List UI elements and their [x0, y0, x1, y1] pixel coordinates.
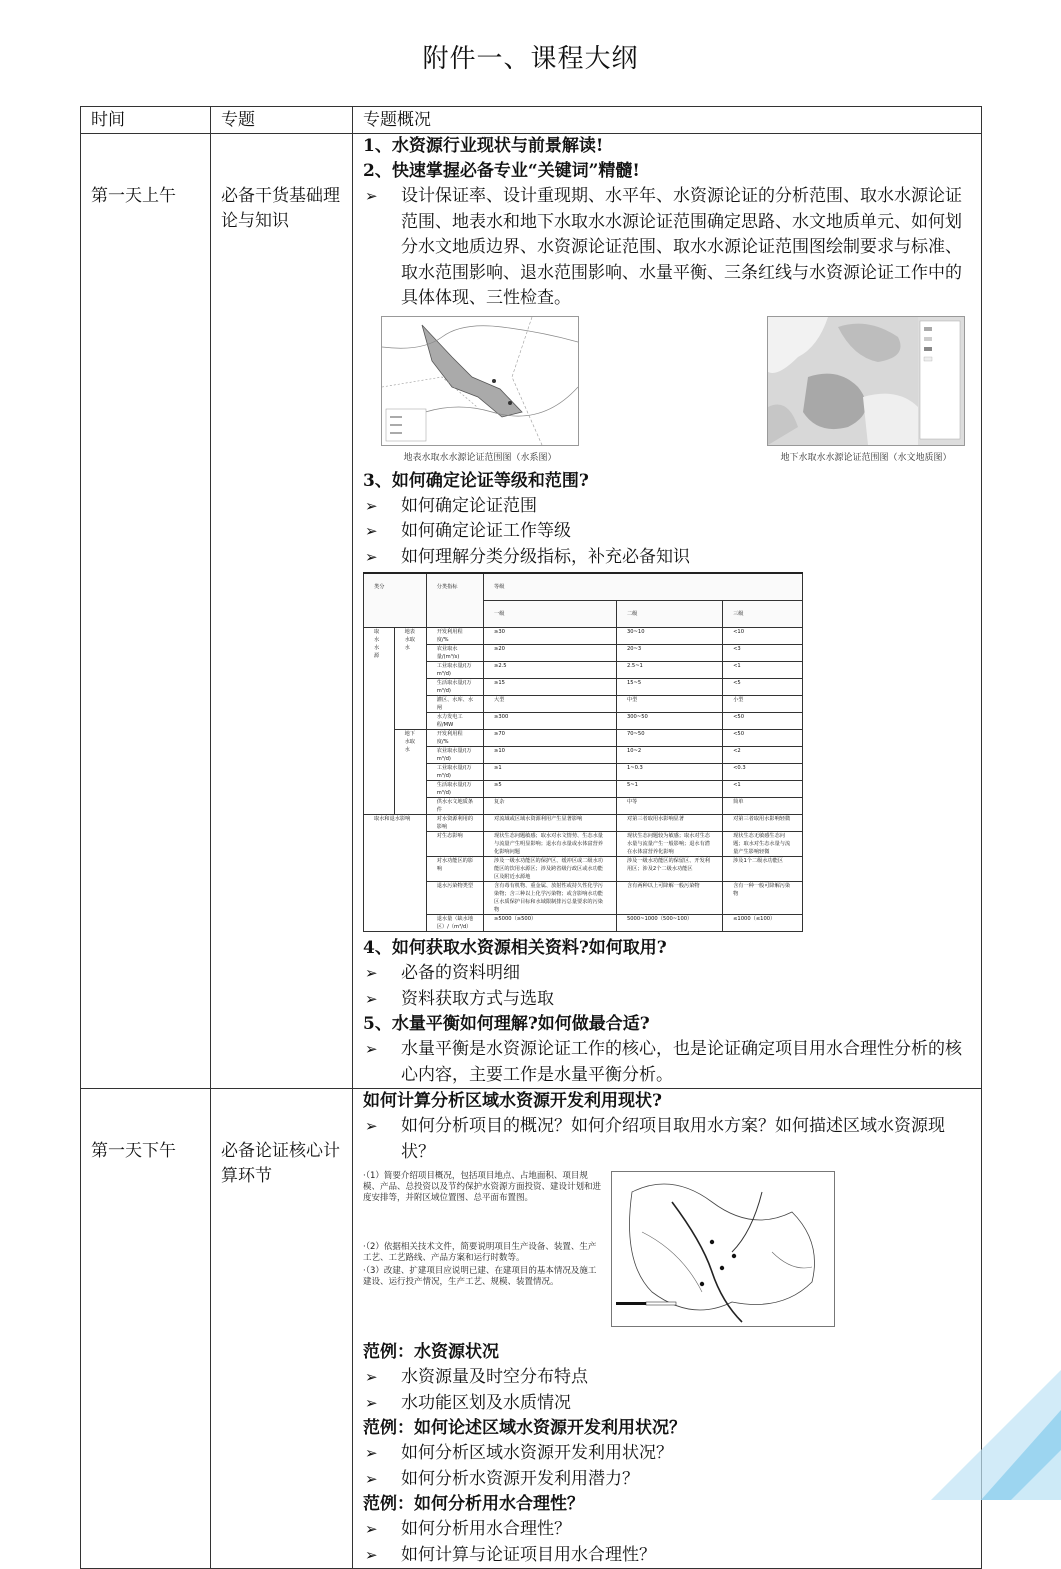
list-item-text: 如何分析用水合理性？: [401, 1519, 571, 1539]
table-row: [364, 915, 803, 932]
table-cell: <1: [723, 781, 803, 798]
table-row: [364, 764, 803, 781]
table-row: [364, 713, 803, 730]
table-cell: 现状生态无敏感生态问题；取水对生态水量与流量产生影响轻微: [723, 832, 803, 857]
table-row: [364, 832, 803, 857]
table-row: [81, 134, 982, 1089]
section-heading: 范例：如何分析用水合理性？: [363, 1494, 584, 1514]
section-heading: 范例：如何论述区域水资源开发利用状况？: [363, 1418, 686, 1438]
bullet-arrow-icon: ➢: [365, 1393, 378, 1412]
table-row: [364, 696, 803, 713]
table-cell: 现状生态问题敏感；取水对水文情势、生态水量与流量产生明显影响；退水有水量或水体富营养化影响问题: [484, 832, 617, 857]
col-header: 等级: [484, 573, 803, 601]
section-heading: 范例：水资源状况: [363, 1342, 499, 1362]
bullet-arrow-icon: ➢: [365, 496, 378, 515]
list-item-text: 如何计算与论证项目用水合理性？: [401, 1544, 656, 1565]
table-cell: 大型: [484, 696, 617, 713]
table-cell: 复杂: [484, 798, 617, 815]
session-topic: 必备论证核心计算环节: [221, 1141, 340, 1186]
bullet-arrow-icon: ➢: [365, 1117, 378, 1135]
table-cell: 供水水文地质条件: [426, 798, 483, 815]
table-cell: 工业取水量/(万m³/d): [426, 662, 483, 679]
table-cell: 含有毒有机物、重金属、放射性或持久性化学污染物；含三种以上化学污染物；或含影响水功能区水质保护目标和水域限制排污总量要求的污染物: [484, 882, 617, 915]
table-cell: 开发利用程度/%: [426, 730, 483, 747]
table-cell: ≥5000（≥500）: [484, 915, 617, 932]
overview-cell: [353, 134, 982, 1089]
table-cell: 生活取水量/(万m³/d): [426, 781, 483, 798]
map-figure: [381, 316, 579, 463]
table-cell: ≥300: [484, 713, 617, 730]
table-cell: 对第三者取用水影响显著: [616, 815, 722, 832]
table-cell: <5: [723, 679, 803, 696]
table-cell: 农业取水量/(m³/s): [426, 645, 483, 662]
table-row: [364, 882, 803, 915]
session-time: 第一天下午: [91, 1141, 176, 1161]
table-cell: 对第三者取用水影响轻微: [723, 815, 803, 832]
bullet-arrow-icon: ➢: [365, 1520, 378, 1538]
session-time: 第一天上午: [91, 186, 176, 206]
list-item-text: 必备的资料明细: [401, 963, 520, 983]
figure-row: [363, 312, 971, 469]
page-title: 附件一、课程大纲: [422, 44, 639, 74]
col-header: 类分: [364, 573, 427, 628]
table-cell: 30~10: [616, 628, 722, 645]
list-item: [363, 1037, 971, 1088]
table-cell: <50: [723, 730, 803, 747]
list-item-text: 如何理解分类分级指标，补充必备知识: [401, 546, 690, 567]
table-row: [364, 781, 803, 798]
figure-caption: 地表水取水水源论证范围图（水系图）: [403, 452, 557, 463]
table-row: [81, 1089, 982, 1569]
table-cell: ≥20: [484, 645, 617, 662]
bullet-arrow-icon: ➢: [365, 1469, 378, 1488]
table-row: [364, 815, 803, 832]
table-cell: 20~3: [616, 645, 722, 662]
table-cell: ≥30: [484, 628, 617, 645]
table-cell: ≥10: [484, 747, 617, 764]
header-topic: 专题: [211, 107, 353, 134]
table-cell: 水力发电工程/MW: [426, 713, 483, 730]
table-row: [364, 747, 803, 764]
table-cell: 2.5~1: [616, 662, 722, 679]
table-cell: 对流域或区域水资源利用产生显著影响: [484, 815, 617, 832]
table-cell: ≥1: [484, 764, 617, 781]
table-cell: ≤1000（≤100）: [723, 915, 803, 932]
list-item-text: 如何分析区域水资源开发利用状况？: [401, 1443, 673, 1463]
table-cell: 5000~1000（500~100）: [616, 915, 722, 932]
table-cell: 含有一种一般可降解污染物: [723, 882, 803, 915]
table-cell: 开发利用程度/%: [426, 628, 483, 645]
subgroup-label: 地表水取水: [394, 628, 426, 730]
table-cell: 工业取水量/(万m³/d): [426, 764, 483, 781]
map-figure: [767, 316, 965, 463]
table-cell: <2: [723, 747, 803, 764]
col-header: 一级: [484, 601, 617, 628]
list-item-text: 水资源量及时空分布特点: [401, 1367, 588, 1387]
bullet-arrow-icon: ➢: [365, 187, 378, 205]
table-cell: ≥2.5: [484, 662, 617, 679]
list-item-text: 设计保证率、设计重现期、水平年、水资源论证的分析范围、取水水源论证范围、地表水和地下水取水水源论证范围确定思路、水文地质单元、如何划分水文地质边界、水资源论证范围、取水水源论证范围图绘制要求与标准、取水范围影响、退水范围影响、水量平衡、三条红线与水资源论证工作中的具体体现、三性检查。: [401, 186, 962, 308]
bullet-arrow-icon: ➢: [365, 989, 378, 1008]
list-item-text: 如何确定论证范围: [401, 495, 537, 516]
table-cell: 农业取水量/(万m³/d): [426, 747, 483, 764]
table-row: [364, 628, 803, 645]
list-item-text: 资料获取方式与选取: [401, 988, 554, 1009]
section-heading: 4、如何获取水资源相关资料?如何取用?: [363, 938, 667, 958]
list-item: [363, 1543, 971, 1569]
list-item-text: 如何分析水资源开发利用潜力？: [401, 1468, 639, 1489]
table-cell: 对生态影响: [426, 832, 483, 857]
table-cell: <10: [723, 628, 803, 645]
section-heading: 1、水资源行业现状与前景解读!: [363, 136, 604, 156]
table-cell: ≥15: [484, 679, 617, 696]
table-cell: 5~1: [616, 781, 722, 798]
list-item-text: 水量平衡是水资源论证工作的核心，也是论证确定项目用水合理性分析的核心内容，主要工作是水量平衡分析。: [401, 1039, 962, 1085]
bullet-arrow-icon: ➢: [365, 522, 378, 540]
table-cell: 灌区、水库、水闸: [426, 696, 483, 713]
section-heading: 如何计算分析区域水资源开发利用现状?: [363, 1091, 662, 1111]
list-item-text: 如何分析项目的概况？如何介绍项目取用水方案？如何描述区域水资源现状？: [401, 1116, 945, 1162]
col-header: 二级: [616, 601, 722, 628]
section-heading: 5、水量平衡如何理解?如何做最合适?: [363, 1014, 650, 1034]
table-cell: 退水污染物类型: [426, 882, 483, 915]
table-cell: 10~2: [616, 747, 722, 764]
group-label: 取水水源: [364, 628, 395, 815]
bullet-arrow-icon: ➢: [365, 1368, 378, 1386]
map-figure: [611, 1171, 835, 1332]
list-item: [363, 1114, 971, 1165]
table-cell: 对水资源利用的影响: [426, 815, 483, 832]
col-header: 分类指标: [426, 573, 483, 628]
list-item: [363, 184, 971, 312]
subgroup-label: 地下水取水: [394, 730, 426, 815]
list-item: [363, 545, 971, 571]
table-cell: <1: [723, 662, 803, 679]
project-paragraph: ·（3）改建、扩建项目应说明已建、在建项目的基本情况及施工建设、运行投产情况，生产工艺、规模、装置情况。: [363, 1266, 597, 1287]
table-header-row: [81, 107, 982, 134]
groundwater-geology-map: [767, 316, 965, 446]
list-item: [363, 961, 971, 987]
table-row: [364, 679, 803, 696]
section-heading: 3、如何确定论证等级和范围?: [363, 470, 589, 491]
list-item-text: 水功能区划及水质情况: [401, 1392, 571, 1413]
table-cell: 300~50: [616, 713, 722, 730]
project-overview-text: [363, 1171, 611, 1326]
table-cell: 对水功能区的影响: [426, 857, 483, 882]
table-cell: 70~50: [616, 730, 722, 747]
table-cell: ≥70: [484, 730, 617, 747]
course-outline-table: [80, 106, 982, 1569]
table-cell: ≥5: [484, 781, 617, 798]
table-cell: 涉及一级水功能区的保护区、缓冲区或二级水功能区的饮用水源区；涉及跨省级行政区或水功能区及附近水源地: [484, 857, 617, 882]
project-paragraph: ·（2）依据相关技术文件，简要说明项目生产设备、装置、生产工艺、工艺路线、产品方案和运行时数等。: [363, 1242, 597, 1263]
table-cell: 涉及1个二级水功能区: [723, 857, 803, 882]
project-paragraph: ·（1）简要介绍项目概况，包括项目地点、占地面积、项目规模、产品、总投资以及节约保护水资源方面投资、建设计划和进度安排等，并附区域位置图、总平面布置图。: [363, 1171, 602, 1203]
bullet-arrow-icon: ➢: [365, 1040, 378, 1058]
table-cell: 小型: [723, 696, 803, 713]
surface-water-map: [381, 316, 579, 446]
table-row: [364, 857, 803, 882]
table-row: [364, 645, 803, 662]
classification-table: [363, 572, 803, 932]
table-row: [364, 798, 803, 815]
bullet-arrow-icon: ➢: [365, 1545, 378, 1564]
table-cell: <0.3: [723, 764, 803, 781]
regional-location-map: [611, 1171, 835, 1327]
table-cell: <50: [723, 713, 803, 730]
table-cell: 涉及一级水功能区的保留区、开发利用区；涉及2个二级水功能区: [616, 857, 722, 882]
table-cell: 中型: [616, 696, 722, 713]
table-row: [364, 662, 803, 679]
table-cell: <3: [723, 645, 803, 662]
table-cell: 退水量（缺水地区）/（m³/d）: [426, 915, 483, 932]
group-label: 取水和退水影响: [364, 815, 427, 932]
list-item: [363, 987, 971, 1013]
table-row: [364, 730, 803, 747]
corner-decoration: [871, 1370, 1061, 1500]
list-item-text: 如何确定论证工作等级: [401, 521, 571, 541]
col-header: 三级: [723, 601, 803, 628]
header-overview: 专题概况: [353, 107, 982, 134]
bullet-arrow-icon: ➢: [365, 547, 378, 566]
bullet-arrow-icon: ➢: [365, 1444, 378, 1462]
table-cell: 中等: [616, 798, 722, 815]
bullet-arrow-icon: ➢: [365, 964, 378, 982]
session-topic: 必备干货基础理论与知识: [221, 186, 340, 231]
list-item: [363, 1517, 971, 1543]
list-item: [363, 494, 971, 520]
table-cell: 生活取水量/(万m³/d): [426, 679, 483, 696]
figure-caption: 地下水取水水源论证范围图（水文地质图）: [780, 452, 952, 463]
table-cell: 15~5: [616, 679, 722, 696]
table-cell: 含有两种以上可降解一般污染物: [616, 882, 722, 915]
table-cell: 1~0.3: [616, 764, 722, 781]
project-overview-figure: [363, 1165, 971, 1340]
table-row: [364, 573, 803, 601]
table-cell: 现状生态问题较为敏感；取水对生态水量与流量产生一般影响；退水有潜在水体富营养化影响: [616, 832, 722, 857]
table-cell: 简单: [723, 798, 803, 815]
header-time: 时间: [81, 107, 211, 134]
section-heading: 2、快速掌握必备专业“关键词”精髓!: [363, 161, 640, 181]
list-item: [363, 519, 971, 545]
